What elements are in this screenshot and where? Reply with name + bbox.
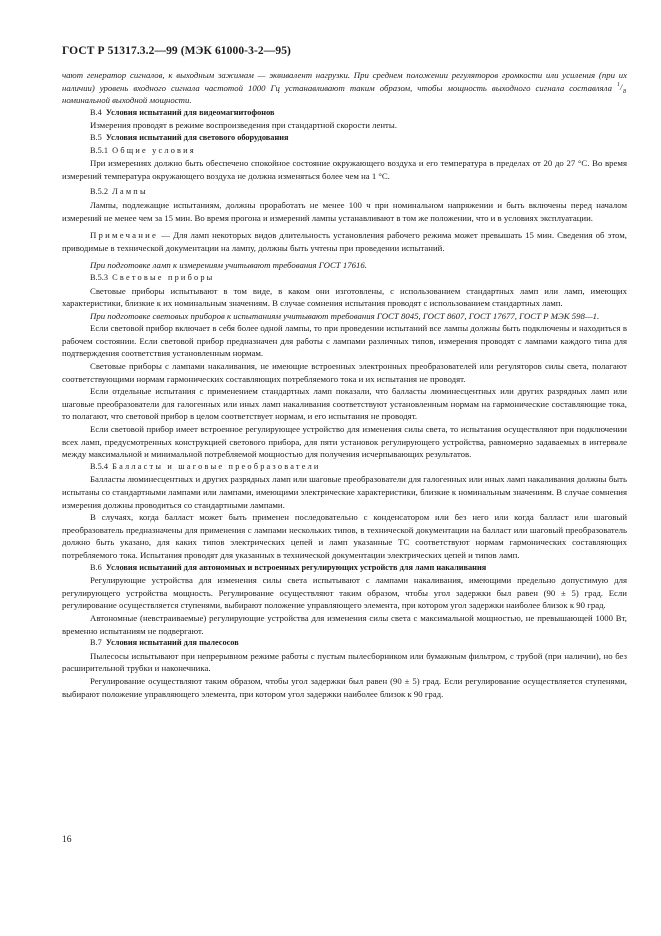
heading-b6: В.6 Условия испытаний для автономных и встроенных регулирующих устройств для ламп накаливания — [90, 562, 487, 572]
document-header: ГОСТ Р 51317.3.2—99 (МЭК 61000-3-2—95) — [62, 45, 291, 57]
paragraph-b52: Лампы, подлежащие испытаниям, должны проработать не менее 100 ч при номинальном напряжении и быть включены перед началом измерений не менее чем за 15 мин. Во время прогона и измерений лампы устанавливают в том же положении, что и в условиях эксплуатации. — [62, 199, 627, 223]
heading-b52: В.5.2 Лампы — [90, 187, 148, 197]
paragraph-b53-4: Световые приборы с лампами накаливания, не имеющие встроенных электронных преобразователей или регуляторов силы света, полагают соответствующими нормам гармонических составляющих потребляемого тока и их испытания не проводят. — [62, 361, 627, 384]
note-text: — Для ламп некоторых видов длительность установления рабочего режима может превышать 15 мин. Сведения об этом, приводимые в технической документации на лампу, должны быть учтены при проведении испытаний. — [62, 230, 627, 253]
fraction-one-eighth: 1 / 8 — [617, 81, 627, 95]
paragraph-b54-2: В случаях, когда балласт может быть применен последовательно с конденсатором или без него или когда балласт или шаговый преобразователь предназначены для применения с лампами нескольких типов, в технической документации на балласт или шаговый преобразователь должно быть указано, для каких типов электрических цепей и ламп указанные ТС соответствуют нормам гармонических составляющих потребляемого тока. Испытания проводят для указанных в технической документации электрических цепей и типов ламп. — [62, 512, 627, 560]
paragraph-b6-1: Регулирующие устройства для изменения силы света испытывают с лампами накаливания, имеющими предельно допустимую для регулирующего устройства мощность. Регулирование осуществляют таким образом, чтобы угол задержки был равен (90 ± 5) град. Если регулирование осуществляется ступенями, выбирают положение управляющего элемента, при котором угол задержки наиболее близок к 90 град. — [62, 575, 627, 611]
heading-b54: В.5.4 Балласты и шаговые преобразователи — [90, 461, 321, 471]
paragraph-b51: При измерениях должно быть обеспечено спокойное состояние окружающего воздуха и его температура в пределах от 20 до 27 °С. Во время измерений температура окружающего воздуха не должна изменяться более чем на 1 °С. — [62, 158, 627, 181]
paragraph-b53-1: Световые приборы испытывают в том виде, в каком они изготовлены, с использованием стандартных ламп или ламп, имеющих характеристики, близкие к их номинальным значениям. В случае сомнения испытания проводят с использованием стандартных ламп. — [62, 285, 627, 309]
paragraph-b53-3: Если световой прибор включает в себя более одной лампы, то при проведении испытаний все лампы должны быть подключены и находиться в рабочем состоянии. Если световой прибор предназначен для работы с лампами различных типов, измерения проводят с лампами каждого типа для подтверждения соответствия установленным нормам. — [62, 323, 627, 359]
paragraph-b4: Измерения проводят в режиме воспроизведения при стандартной скорости ленты. — [90, 120, 397, 131]
intro-paragraph — [62, 69, 627, 107]
note-label: Примечание — [90, 230, 159, 241]
paragraph-b53-5: Если отдельные испытания с применением стандартных ламп показали, что балласты люминесцентных или других разрядных ламп или шаговые преобразователи для галогенных или иных ламп накаливания соответствуют установленным нормам на гармонические составляющие тока, то полагают, что световой прибор в целом соответствует нормам, и его испытания не проводят. — [62, 386, 627, 422]
paragraph-b7-1: Пылесосы испытывают при непрерывном режиме работы с пустым пылесборником или бумажным фильтром, с трубой (при наличии), но без расширительной трубки и наконечника. — [62, 650, 627, 674]
paragraph-b53-2: При подготовке световых приборов к испытаниям учитывают требования ГОСТ 8045, ГОСТ 8607, ГОСТ 17677, ГОСТ Р МЭК 598—1. — [90, 310, 600, 321]
paragraph-lamp-prep: При подготовке ламп к измерениям учитывают требования ГОСТ 17616. — [90, 260, 367, 271]
heading-b53: В.5.3 Световые приборы — [90, 272, 215, 282]
heading-b5: В.5 Условия испытаний для светового оборудования — [90, 132, 289, 142]
note-paragraph — [62, 229, 627, 254]
intro-text-b: номинальной выходной мощности. — [62, 95, 192, 106]
heading-b51: В.5.1 Общие условия — [90, 145, 196, 155]
paragraph-b6-2: Автономные (невстраиваемые) регулирующие устройства для изменения силы света с максимальной мощностью, не превышающей 1000 Вт, временно испытаниям не подвергают. — [62, 612, 627, 636]
paragraph-b7-2: Регулирование осуществляют таким образом, чтобы угол задержки был равен (90 ± 5) град. Если регулирование осуществляется ступенями, выбирают положение управляющего элемента, при котором угол задержки наиболее близок к 90 град. — [62, 675, 627, 699]
heading-b7: В.7 Условия испытаний для пылесосов — [90, 638, 239, 648]
paragraph-b53-6: Если световой прибор имеет встроенное регулирующее устройство для изменения силы света, то испытания осуществляют при подключении всех ламп, предусмотренных конструкцией светового прибора, для пяти установок регулирующего устройства, равномерно задаваемых в интервале между максимальной и минимальной потребляемой мощностью для получения исчерпывающих результатов. — [62, 424, 627, 460]
document-body — [62, 69, 627, 700]
page-number: 16 — [62, 835, 72, 845]
paragraph-b54-1: Балласты люминесцентных и других разрядных ламп или шаговые преобразователи для галогенных или иных ламп накаливания должны быть испытаны со стандартными лампами или лампами, имеющими электрические характеристики, близкие к номинальным значениям. В случае сомнения измерения должны проводиться со стандартными лампами. — [62, 474, 627, 510]
heading-b4: В.4 Условия испытаний для видеомагнитофонов — [90, 107, 275, 117]
intro-text-a: чают генератор сигналов, к выходным зажимам — эквивалент нагрузки. При среднем положении регуляторов громкости или усиления (при их наличии) уровень входного сигнала частотой 1000 Гц устанавливают таким образом, чтобы мощность выходного сигнала составляла — [62, 70, 627, 93]
